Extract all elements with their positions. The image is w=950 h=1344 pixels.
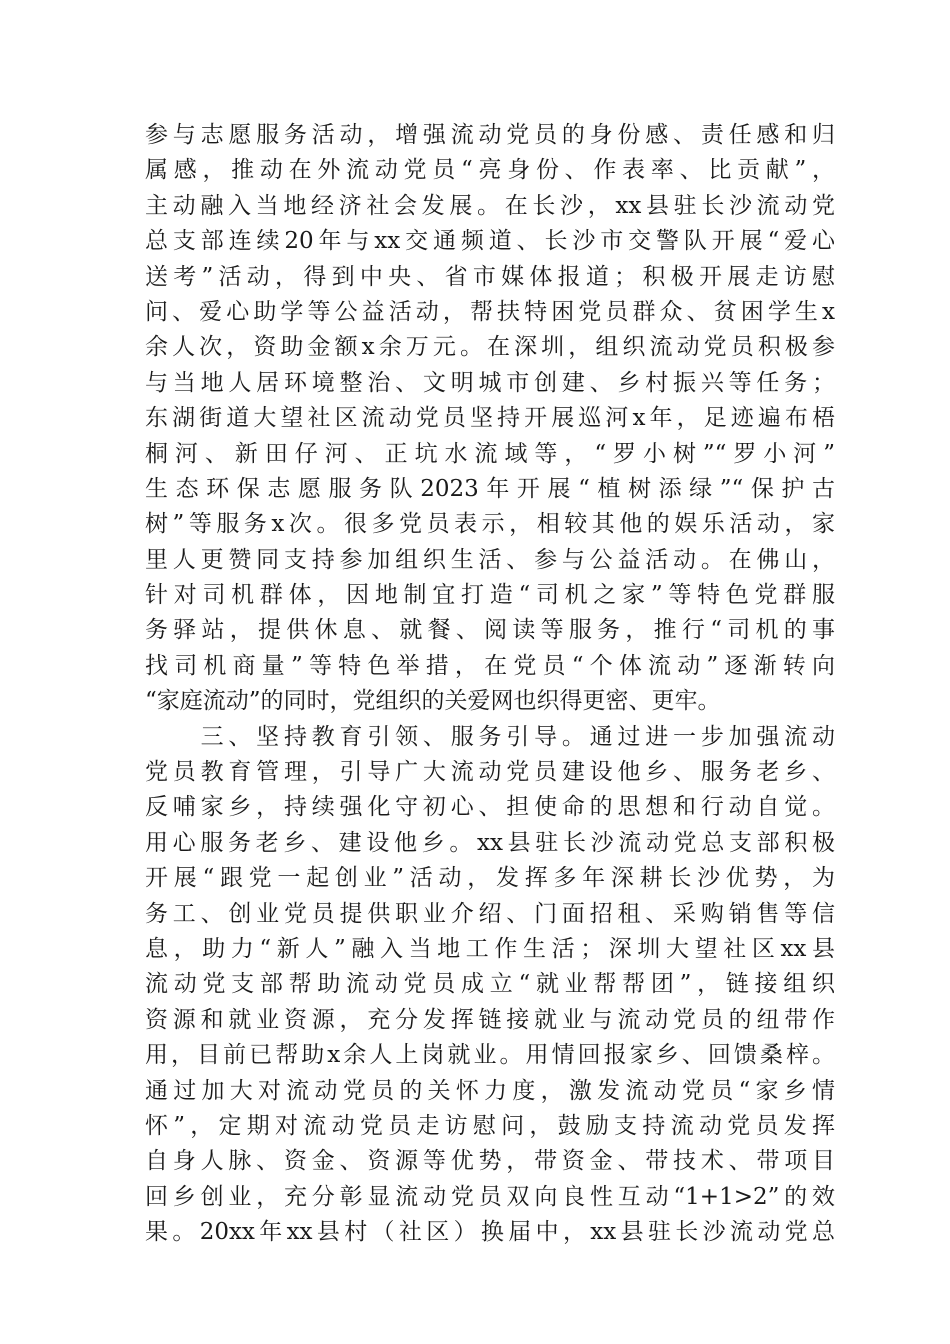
document-body <box>145 118 835 1251</box>
text-line: 开展“跟党一起创业”活动，发挥多年深耕长沙优势，为 <box>145 865 835 892</box>
text-line: 主动融入当地经济社会发展。在长沙，xx县驻长沙流动党 <box>145 192 835 219</box>
text-line: 参与志愿服务活动，增强流动党员的身份感、责任感和归 <box>145 122 835 148</box>
text-line: 针对司机群体，因地制宜打造“司机之家”等特色党群服 <box>145 582 835 609</box>
text-line: 用心服务老乡、建设他乡。xx县驻长沙流动党总支部积极 <box>145 829 835 856</box>
text-line: 用，目前已帮助x余人上岗就业。用情回报家乡、回馈桑梓。 <box>145 1042 835 1069</box>
text-line: 找司机商量”等特色举措，在党员“个体流动”逐渐转向 <box>145 652 835 679</box>
text-line: 生态环保志愿服务队2023年开展“植树添绿”“保护古 <box>145 475 835 502</box>
text-line: 桐河、新田仔河、正坑水流域等，“罗小树”“罗小河” <box>145 440 835 467</box>
text-line: 回乡创业，充分彰显流动党员双向良性互动“1+1>2”的效 <box>145 1183 835 1210</box>
text-line: 流动党支部帮助流动党员成立“就业帮帮团”，链接组织 <box>145 971 835 998</box>
text-line: 属感，推动在外流动党员“亮身份、作表率、比贡献”， <box>145 157 835 184</box>
text-line: 果。20xx年xx县村（社区）换届中，xx县驻长沙流动党总 <box>145 1219 835 1246</box>
text-line: 务驿站，提供休息、就餐、阅读等服务，推行“司机的事 <box>145 617 835 644</box>
text-line: 怀”，定期对流动党员走访慰问，鼓励支持流动党员发挥 <box>145 1112 835 1139</box>
text-line: 里人更赞同支持参加组织生活、参与公益活动。在佛山， <box>145 546 835 573</box>
text-line: 总支部连续20年与xx交通频道、长沙市交警队开展“爱心 <box>145 228 835 255</box>
text-line: “家庭流动”的同时，党组织的关爱网也织得更密、更牢。 <box>145 688 721 715</box>
text-line: 送考”活动，得到中央、省市媒体报道；积极开展走访慰 <box>145 263 835 290</box>
text-line: 余人次，资助金额x余万元。在深圳，组织流动党员积极参 <box>145 334 835 361</box>
text-line: 资源和就业资源，充分发挥链接就业与流动党员的纽带作 <box>145 1006 835 1033</box>
text-line: 树”等服务x次。很多党员表示，相较其他的娱乐活动，家 <box>145 511 835 538</box>
text-line: 与当地人居环境整治、文明城市创建、乡村振兴等任务； <box>145 369 835 396</box>
text-line: 通过加大对流动党员的关怀力度，激发流动党员“家乡情 <box>145 1077 835 1104</box>
text-line: 自身人脉、资金、资源等优势，带资金、带技术、带项目 <box>145 1148 835 1175</box>
text-line: 党员教育管理，引导广大流动党员建设他乡、服务老乡、 <box>145 759 835 786</box>
text-line: 息，助力“新人”融入当地工作生活；深圳大望社区xx县 <box>145 935 835 962</box>
text-line: 务工、创业党员提供职业介绍、门面招租、采购销售等信 <box>145 900 835 927</box>
text-line: 问、爱心助学等公益活动，帮扶特困党员群众、贫困学生x <box>145 298 835 325</box>
text-line: 东湖街道大望社区流动党员坚持开展巡河x年，足迹遍布梧 <box>145 405 835 432</box>
text-line: 反哺家乡，持续强化守初心、担使命的思想和行动自觉。 <box>145 794 835 821</box>
text-line: 三、坚持教育引领、服务引导。通过进一步加强流动 <box>145 723 835 750</box>
